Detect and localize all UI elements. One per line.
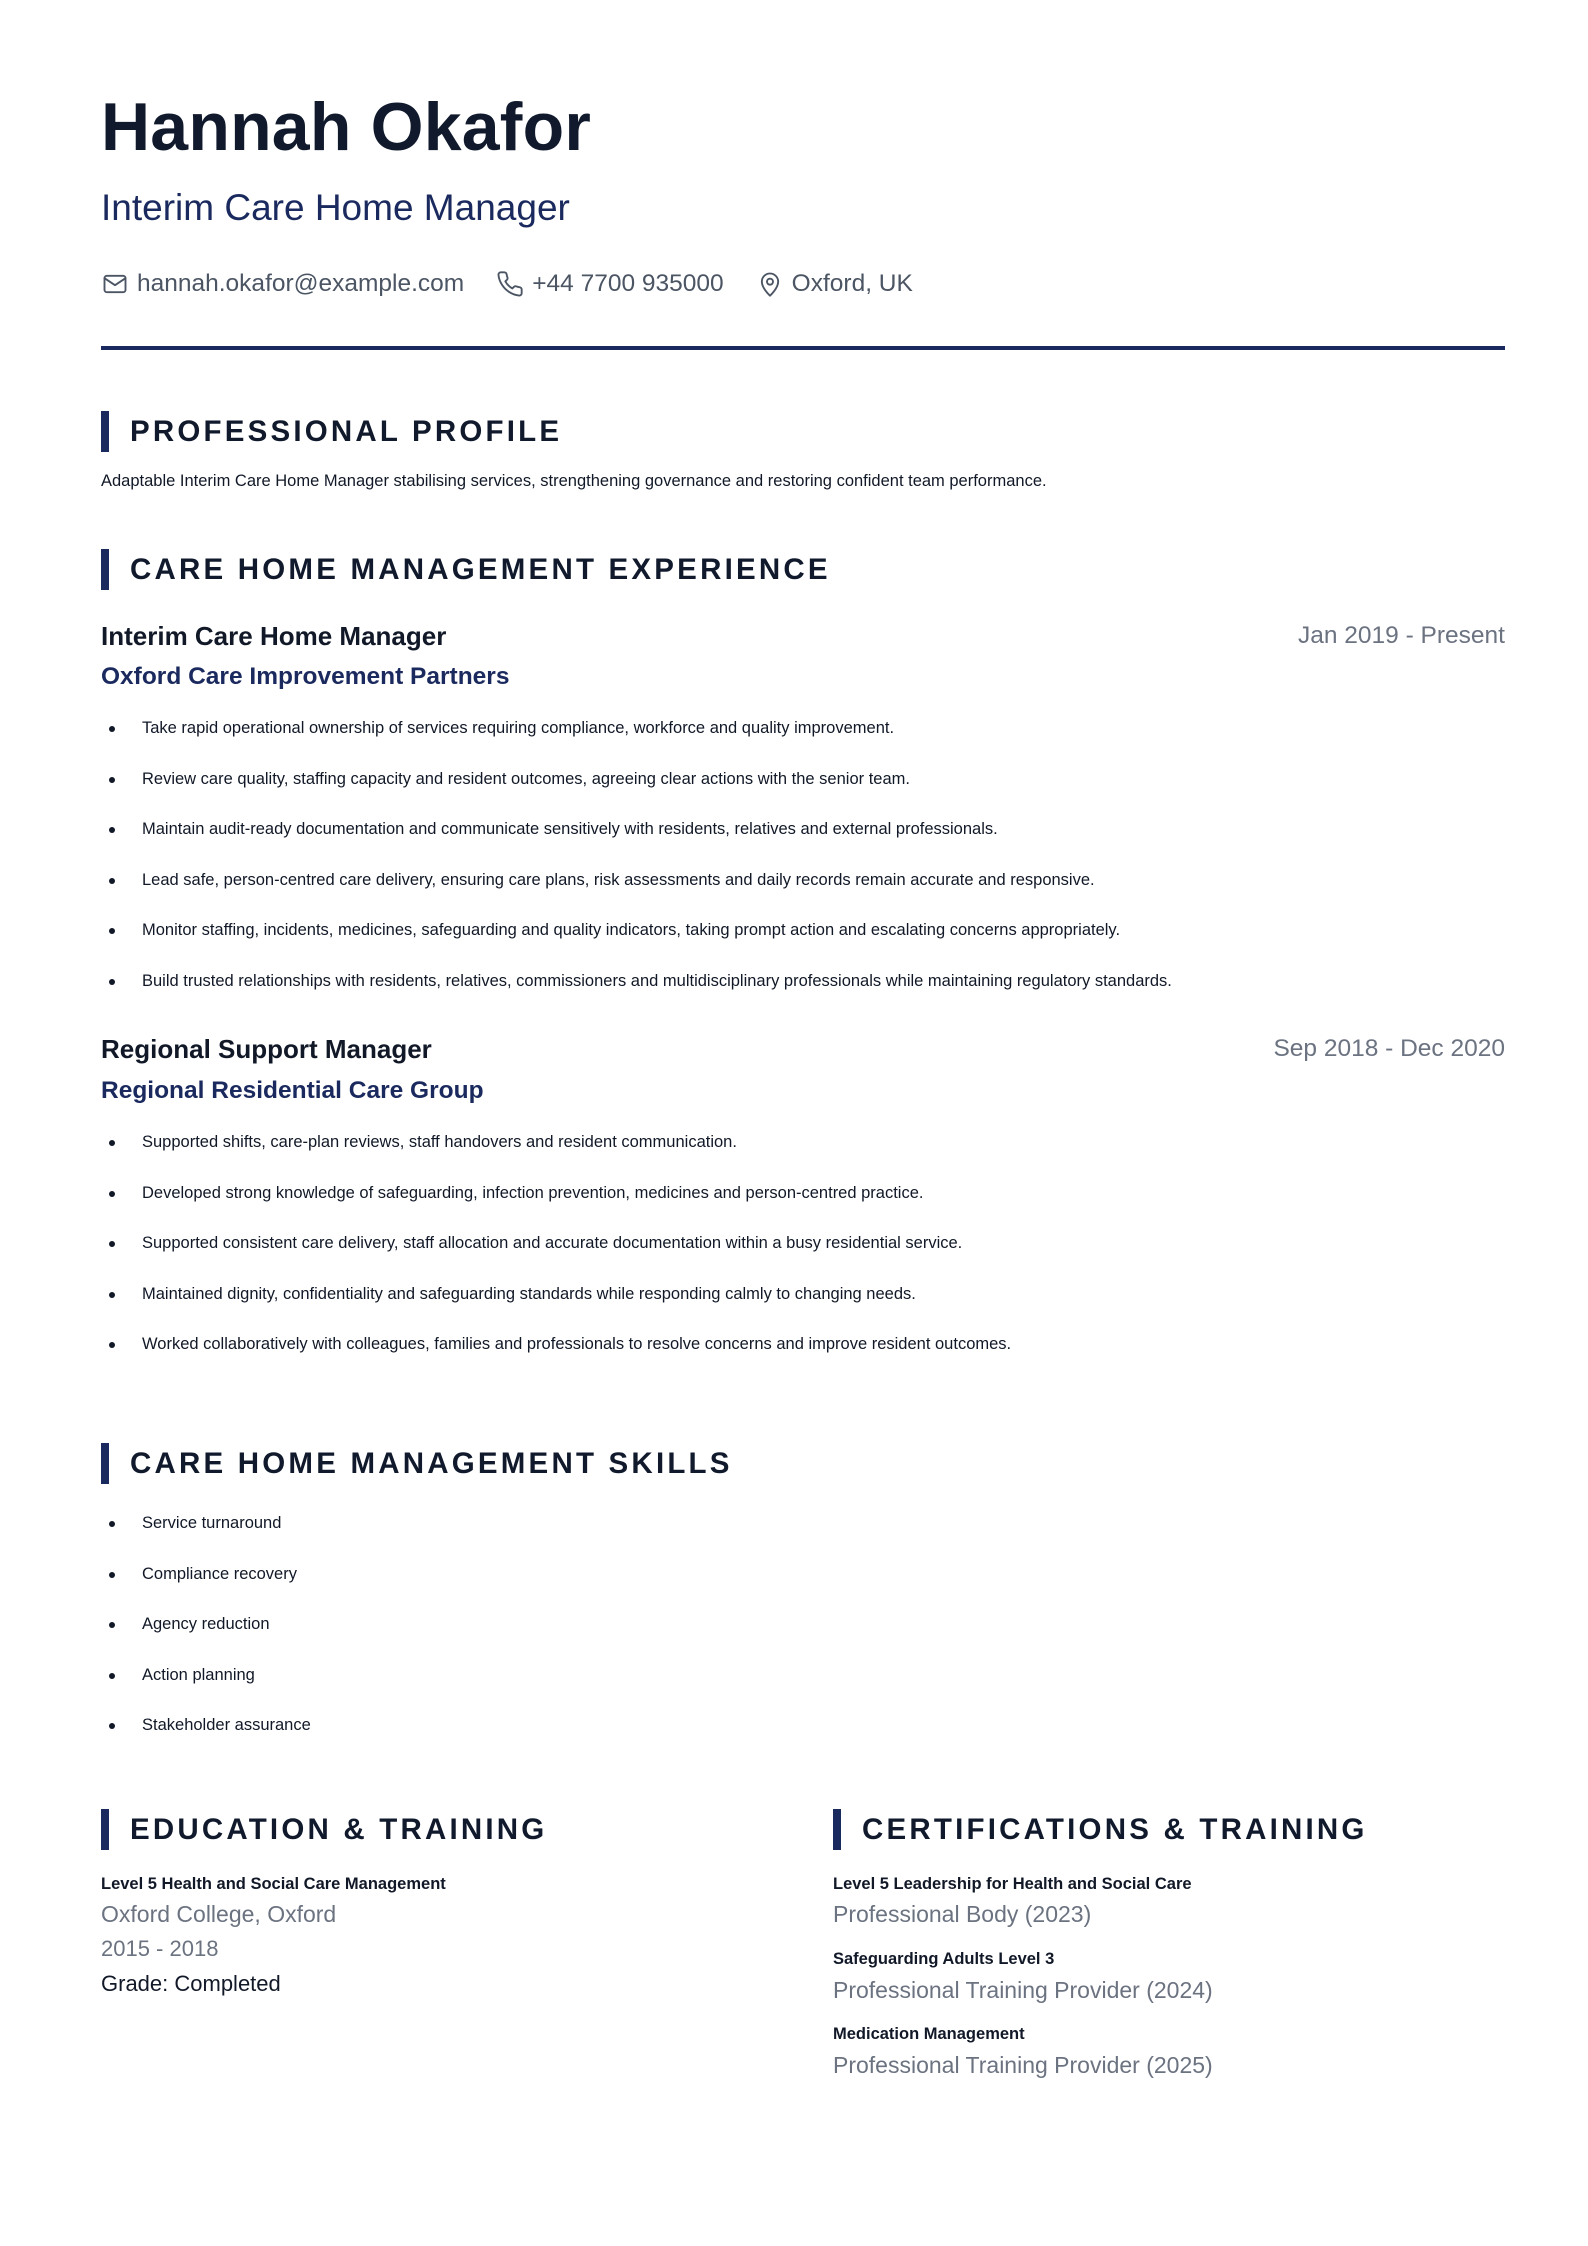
certification-name: Medication Management	[833, 2025, 1025, 2043]
skill-item: Agency reduction	[101, 1614, 1505, 1665]
header-divider	[101, 346, 1505, 350]
certification-issuer: Professional Training Provider (2025)	[833, 2052, 1213, 2078]
section-title: CARE HOME MANAGEMENT SKILLS	[130, 1446, 733, 1480]
job-bullet: Supported consistent care delivery, staff allocation and accurate documentation within a busy residential service.	[101, 1233, 1505, 1284]
section-accent-bar	[101, 411, 109, 452]
job-company: Regional Residential Care Group	[101, 1077, 484, 1104]
job-bullet: Lead safe, person-centred care delivery, ensuring care plans, risk assessments and daily records remain accurate and responsive.	[101, 870, 1505, 921]
skills-heading	[101, 1443, 733, 1484]
skill-item: Service turnaround	[101, 1513, 1505, 1564]
certification-name: Safeguarding Adults Level 3	[833, 1950, 1055, 1968]
job-bullet: Developed strong knowledge of safeguarding, infection prevention, medicines and person-centred practice.	[101, 1183, 1505, 1234]
email-text: hannah.okafor@example.com	[137, 269, 465, 297]
job-bullets	[101, 718, 1505, 1022]
certification-name: Level 5 Leadership for Health and Social Care	[833, 1875, 1192, 1893]
certification-issuer: Professional Body (2023)	[833, 1901, 1092, 1927]
education-years: 2015 - 2018	[101, 1936, 219, 1961]
job-bullet: Review care quality, staffing capacity and resident outcomes, agreeing clear actions with the senior team.	[101, 769, 1505, 820]
job-bullet: Maintained dignity, confidentiality and safeguarding standards while responding calmly to changing needs.	[101, 1284, 1505, 1335]
education-heading	[101, 1809, 547, 1850]
map-pin-icon	[756, 270, 784, 298]
job-title: Interim Care Home Manager	[101, 621, 447, 651]
job-dates: Jan 2019 - Present	[1297, 622, 1505, 649]
profile-text: Adaptable Interim Care Home Manager stabilising services, strengthening governance and restoring confident team performance.	[101, 472, 1047, 490]
job-bullet: Take rapid operational ownership of services requiring compliance, workforce and quality improvement.	[101, 718, 1505, 769]
section-accent-bar	[833, 1809, 841, 1850]
skill-item: Action planning	[101, 1665, 1505, 1716]
section-title: PROFESSIONAL PROFILE	[130, 414, 563, 448]
job-bullet: Monitor staffing, incidents, medicines, safeguarding and quality indicators, taking prompt action and escalating concerns appropriately.	[101, 920, 1505, 971]
education-school: Oxford College, Oxford	[101, 1901, 337, 1927]
phone-text: +44 7700 935000	[532, 269, 724, 297]
job-title: Regional Support Manager	[101, 1034, 432, 1064]
skill-item: Stakeholder assurance	[101, 1715, 1505, 1766]
job-dates: Sep 2018 - Dec 2020	[1273, 1035, 1505, 1062]
contact-bar	[101, 270, 945, 298]
certification-issuer: Professional Training Provider (2024)	[833, 1977, 1213, 2003]
job-bullet: Worked collaboratively with colleagues, families and professionals to resolve concerns and improve resident outcomes.	[101, 1334, 1505, 1385]
section-accent-bar	[101, 1443, 109, 1484]
skill-item: Compliance recovery	[101, 1564, 1505, 1615]
section-title: CERTIFICATIONS & TRAINING	[862, 1812, 1368, 1846]
job-bullet: Maintain audit-ready documentation and communicate sensitively with residents, relatives and external professionals.	[101, 819, 1505, 870]
certifications-heading	[833, 1809, 1368, 1850]
contact-phone[interactable]	[496, 270, 723, 298]
job-bullet: Build trusted relationships with residents, relatives, commissioners and multidisciplinary professionals while maintaining regulatory standards.	[101, 971, 1505, 1022]
contact-email[interactable]	[101, 270, 464, 298]
section-title: EDUCATION & TRAINING	[130, 1812, 548, 1846]
experience-heading	[101, 549, 831, 590]
education-grade: Grade: Completed	[101, 1971, 281, 1996]
phone-icon	[496, 270, 524, 298]
job-bullets	[101, 1132, 1505, 1385]
job-company: Oxford Care Improvement Partners	[101, 663, 510, 690]
candidate-title: Interim Care Home Manager	[101, 187, 570, 228]
section-title: CARE HOME MANAGEMENT EXPERIENCE	[130, 552, 831, 586]
education-qualification: Level 5 Health and Social Care Management	[101, 1875, 446, 1893]
job-bullet: Supported shifts, care-plan reviews, staff handovers and resident communication.	[101, 1132, 1505, 1183]
skills-list	[101, 1513, 1505, 1766]
candidate-name: Hannah Okafor	[101, 89, 592, 165]
location-text: Oxford, UK	[791, 269, 913, 297]
mail-icon	[101, 270, 129, 298]
contact-location	[756, 270, 913, 298]
section-accent-bar	[101, 549, 109, 590]
profile-heading	[101, 411, 562, 452]
section-accent-bar	[101, 1809, 109, 1850]
